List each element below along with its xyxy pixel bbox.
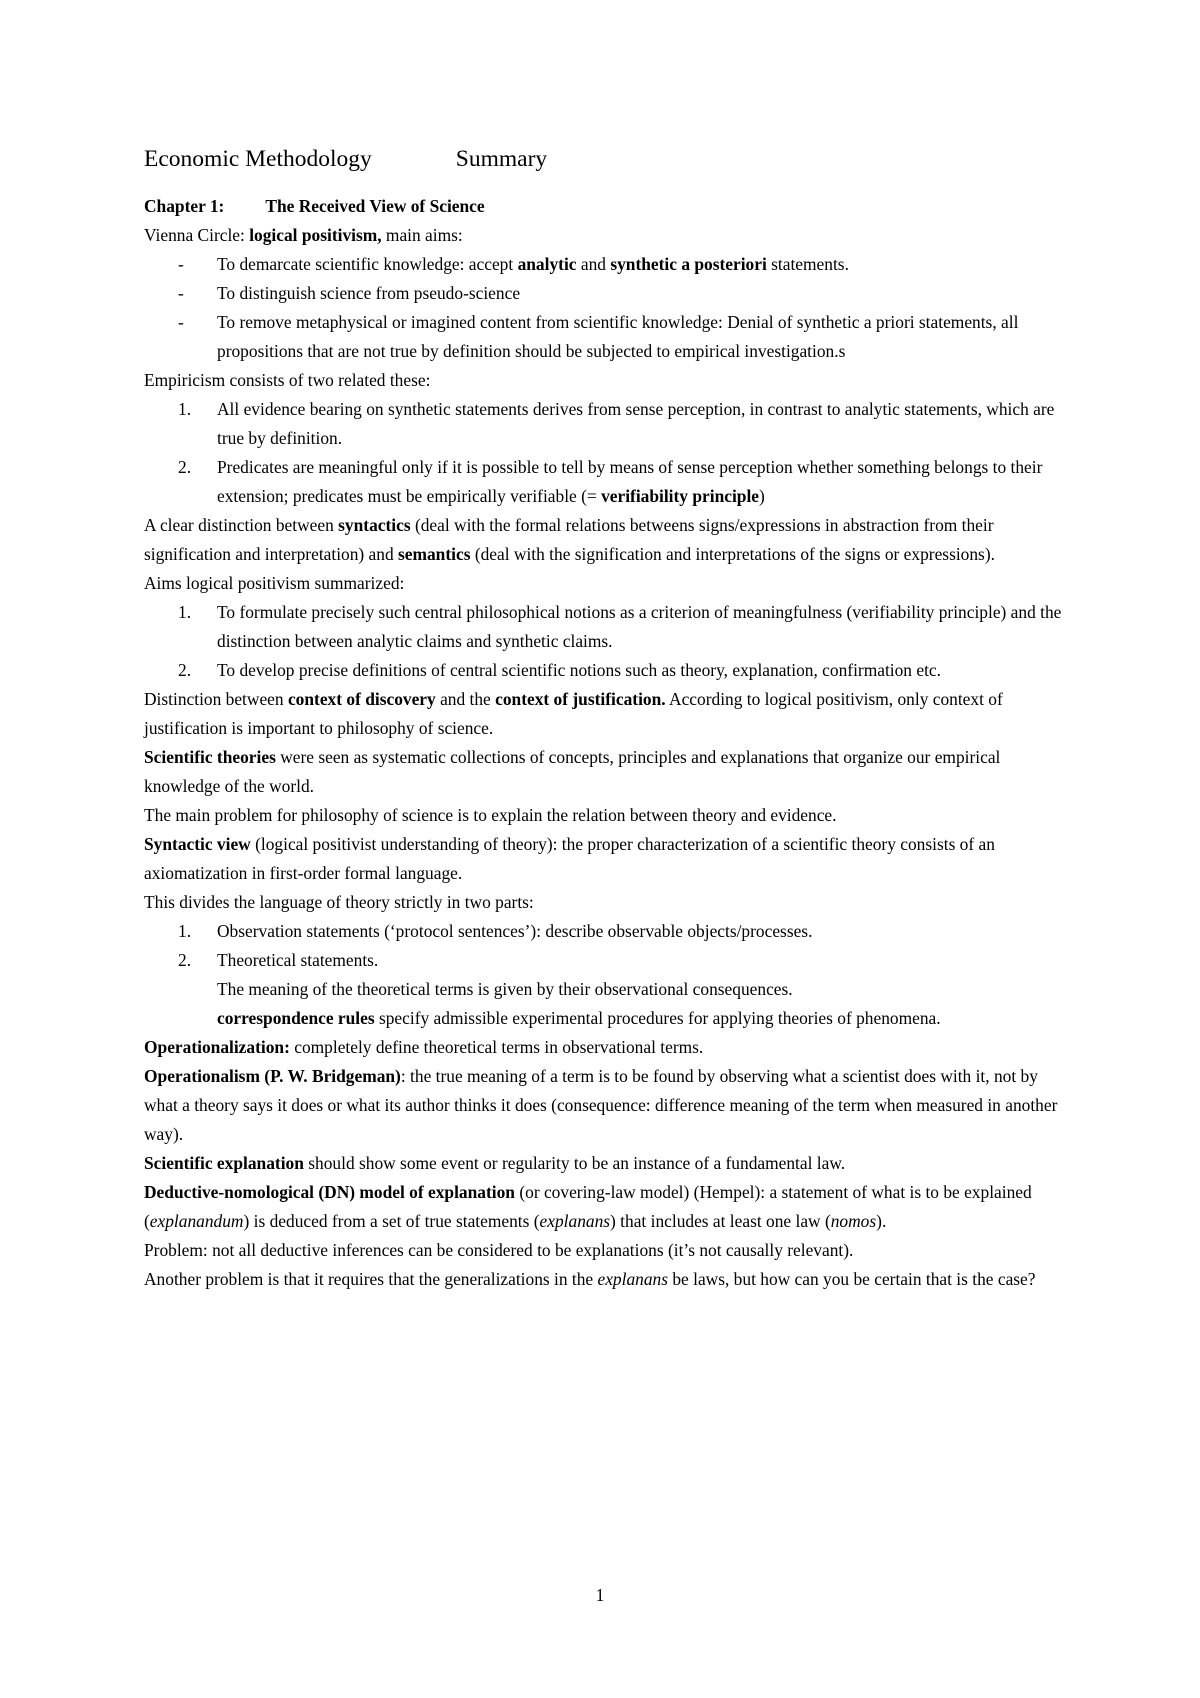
text-run: To formulate precisely such central philosophical notions as a criterion of meaningfulness (verifiability principle) and the distinction between analytic claims and synthetic claims. xyxy=(217,602,1062,651)
bullet-marker: - xyxy=(178,283,184,303)
text-run: (logical positivist understanding of theory): the proper characterization of a scientific theory consists of an axiomatization in first-order formal language. xyxy=(144,834,995,883)
text-run: Observation statements (‘protocol sentences’): describe observable objects/processes. xyxy=(217,921,813,941)
text-run: Another problem is that it requires that the generalizations in the xyxy=(144,1269,598,1289)
bullet-marker: - xyxy=(178,312,184,332)
bold-term: context of discovery xyxy=(287,689,436,709)
text-run: Predicates are meaningful only if it is possible to tell by means of sense perception whether something belongs to their extension; predicates must be empirically verifiable (= xyxy=(217,457,1043,506)
paragraph-scientific-explanation xyxy=(144,1149,1064,1178)
text-run: All evidence bearing on synthetic statements derives from sense perception, in contrast to analytic statements, which are true by definition. xyxy=(217,399,1055,448)
text-run: Distinction between xyxy=(144,689,288,709)
paragraph-operationalization xyxy=(144,1033,1064,1062)
italic-term: explanans xyxy=(597,1269,668,1289)
document-subtitle: Summary xyxy=(455,146,548,172)
text-run: specify admissible experimental procedures for applying theories of phenomena. xyxy=(374,1008,941,1028)
bullet-marker: - xyxy=(178,254,184,274)
chapter-heading xyxy=(144,192,1064,221)
text-run: To develop precise definitions of central scientific notions such as theory, explanation, confirmation etc. xyxy=(217,660,941,680)
paragraph-main-problem: The main problem for philosophy of science is to explain the relation between theory and evidence. xyxy=(144,805,837,825)
text-run: Theoretical statements. xyxy=(217,950,379,970)
paragraph-two-parts: This divides the language of theory strictly in two parts: xyxy=(144,892,534,912)
page-number: 1 xyxy=(595,1585,605,1605)
italic-term: nomos xyxy=(830,1211,877,1231)
bullet-item xyxy=(144,308,1064,366)
numbered-item xyxy=(144,453,1064,511)
list-number: 2. xyxy=(178,660,192,680)
text-run: ). xyxy=(876,1211,887,1231)
list-number: 2. xyxy=(178,950,192,970)
text-run: ) xyxy=(759,486,765,506)
paragraph-empiricism: Empiricism consists of two related these: xyxy=(144,370,431,390)
bullet-item xyxy=(144,279,1064,308)
chapter-title: The Received View of Science xyxy=(265,196,485,216)
bold-term: Operationalization: xyxy=(144,1037,290,1057)
paragraph-problem: Problem: not all deductive inferences can be considered to be explanations (it’s not causally relevant). xyxy=(144,1240,854,1260)
text-run: To demarcate scientific knowledge: accept xyxy=(217,254,518,274)
list-number: 1. xyxy=(178,921,192,941)
paragraph-context xyxy=(144,685,1064,743)
chapter-label: Chapter 1: xyxy=(144,196,225,216)
bold-term: Scientific explanation xyxy=(144,1153,304,1173)
bold-term: Deductive-nomological (DN) model of explanation xyxy=(144,1182,515,1202)
text-run: (deal with the formal relations betweens signs/expressions in abstraction from their signification and interpretation) and xyxy=(144,515,994,564)
text-run: According to logical positivism, only context of justification is important to philosophy of science. xyxy=(144,689,1003,738)
list-number: 1. xyxy=(178,602,192,622)
list-continuation xyxy=(144,1004,1064,1033)
text-run: A clear distinction between xyxy=(144,515,339,535)
document-title-line xyxy=(144,142,1064,176)
text-run: (deal with the signification and interpretations of the signs or expressions). xyxy=(470,544,995,564)
paragraph-scientific-theories xyxy=(144,743,1064,801)
paragraph-vienna-circle xyxy=(144,221,1064,250)
paragraph-another-problem xyxy=(144,1265,1064,1294)
paragraph-aims: Aims logical positivism summarized: xyxy=(144,573,405,593)
list-continuation: The meaning of the theoretical terms is given by their observational consequences. xyxy=(217,979,793,999)
numbered-item xyxy=(144,656,1064,685)
numbered-item xyxy=(144,395,1064,453)
bold-term: Syntactic view xyxy=(144,834,251,854)
italic-term: explanandum xyxy=(149,1211,244,1231)
text-run: statements. xyxy=(766,254,849,274)
bold-term: semantics xyxy=(398,544,471,564)
text-run: (or covering-law model) (Hempel): a statement of what is to be explained ( xyxy=(144,1182,1032,1231)
text-run: ) that includes at least one law ( xyxy=(610,1211,831,1231)
numbered-item xyxy=(144,917,1064,946)
bold-term: context of justification. xyxy=(495,689,666,709)
bold-term: syntactics xyxy=(338,515,411,535)
text-run: be laws, but how can you be certain that is the case? xyxy=(668,1269,1036,1289)
document-title: Economic Methodology xyxy=(144,146,372,172)
italic-term: explanans xyxy=(539,1211,611,1231)
list-number: 2. xyxy=(178,457,192,477)
text-run: : the true meaning of a term is to be found by observing what a scientist does with it, not by what a theory says it does or what its author thinks it does (consequence: difference meaning of the term when measured in another way). xyxy=(144,1066,1058,1144)
paragraph-syntactic-view xyxy=(144,830,1064,888)
text-run: To distinguish science from pseudo-science xyxy=(217,283,521,303)
bold-term: synthetic a posteriori xyxy=(610,254,767,274)
bold-term: logical positivism, xyxy=(249,225,382,245)
numbered-item xyxy=(144,598,1064,656)
bold-term: analytic xyxy=(517,254,577,274)
text-run: Vienna Circle: xyxy=(144,225,250,245)
text-run: ) is deduced from a set of true statements ( xyxy=(243,1211,540,1231)
bold-term: verifiability principle xyxy=(601,486,760,506)
bold-term: Operationalism (P. W. Bridgeman) xyxy=(144,1066,401,1086)
list-number: 1. xyxy=(178,399,192,419)
text-run: main aims: xyxy=(381,225,463,245)
text-run: were seen as systematic collections of concepts, principles and explanations that organize our empirical knowledge of the world. xyxy=(144,747,1001,796)
text-run: should show some event or regularity to be an instance of a fundamental law. xyxy=(303,1153,846,1173)
numbered-item xyxy=(144,946,1064,975)
paragraph-syntactics xyxy=(144,511,1064,569)
bold-term: correspondence rules xyxy=(217,1008,375,1028)
text-run: and the xyxy=(435,689,496,709)
document-body xyxy=(144,142,1064,1294)
bullet-item xyxy=(144,250,1064,279)
text-run: completely define theoretical terms in observational terms. xyxy=(289,1037,704,1057)
text-run: To remove metaphysical or imagined content from scientific knowledge: Denial of synthetic a priori statements, all propositions that are not true by definition should be subjected to empirical investigation.s xyxy=(217,312,1019,361)
text-run: and xyxy=(576,254,611,274)
paragraph-dn-model xyxy=(144,1178,1064,1236)
paragraph-operationalism xyxy=(144,1062,1064,1149)
bold-term: Scientific theories xyxy=(144,747,276,767)
